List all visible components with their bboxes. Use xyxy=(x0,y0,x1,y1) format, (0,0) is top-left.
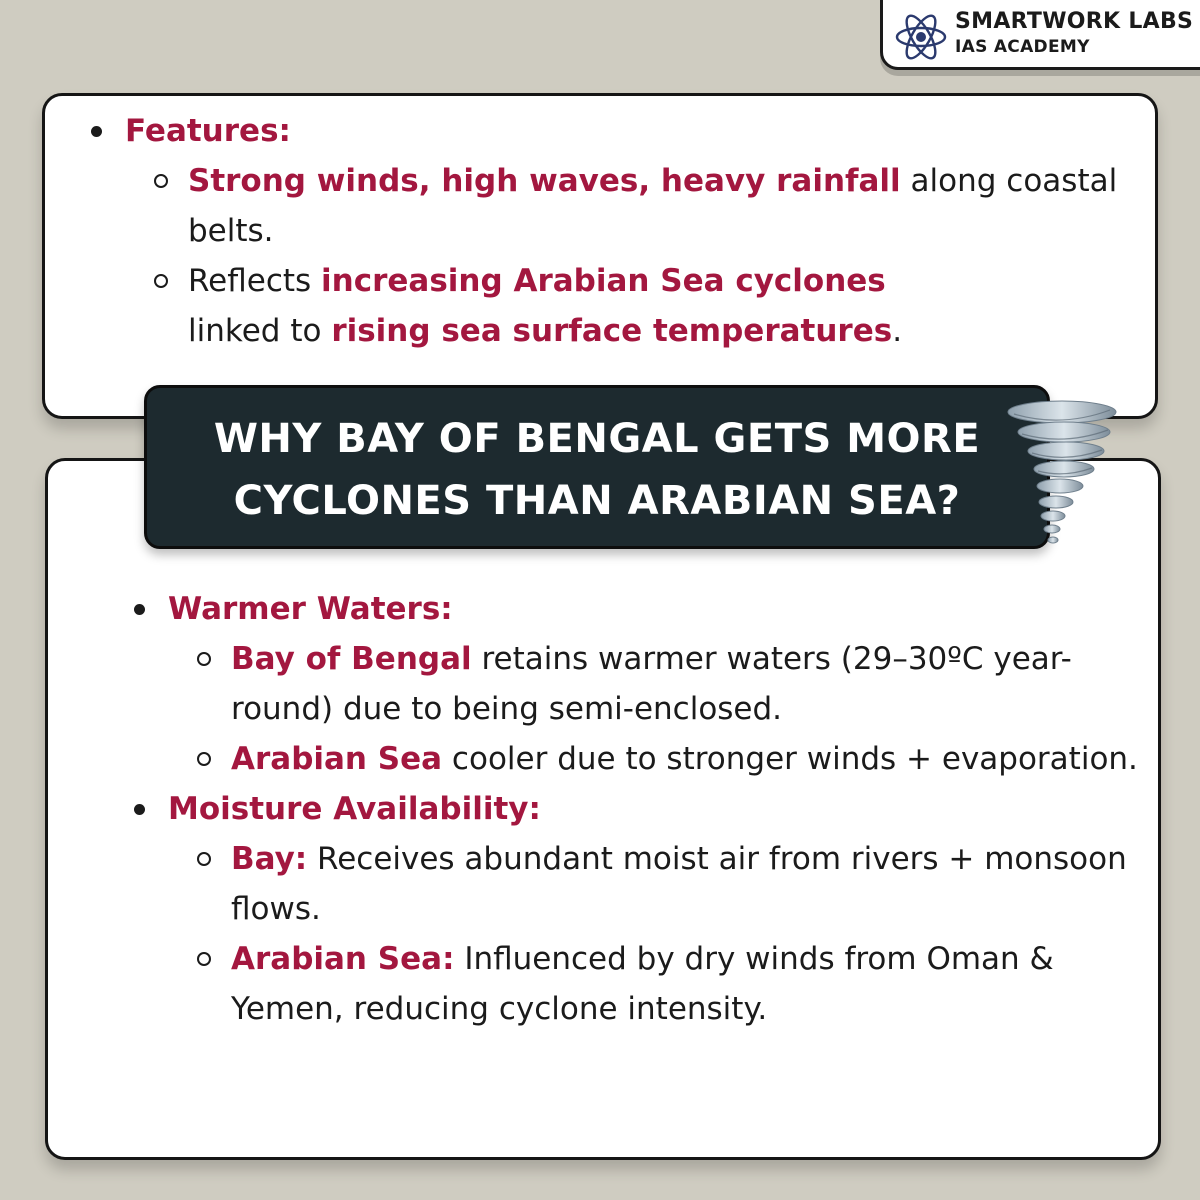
reason-point-highlight: Bay of Bengal xyxy=(231,641,472,677)
heading-line-1: WHY BAY OF BENGAL GETS MORE xyxy=(213,416,981,462)
reason-point xyxy=(231,934,1148,1034)
features-point-highlight: rising sea surface temperatures xyxy=(331,313,893,349)
features-point-text: . xyxy=(892,313,903,349)
reason-point-text: Influenced by dry winds from Oman & Yemen, reducing cyclone intensity. xyxy=(231,941,1054,1027)
reason-point-highlight: Bay: xyxy=(231,841,308,877)
reason-point xyxy=(231,634,1148,734)
reason-point-highlight: Arabian Sea: xyxy=(231,941,455,977)
brand-name: SMARTWORK LABS xyxy=(955,9,1194,34)
reason-point-highlight: Arabian Sea xyxy=(231,741,443,777)
features-point-highlight: increasing Arabian Sea cyclones xyxy=(321,263,886,299)
section-heading-banner xyxy=(144,385,1050,549)
reason-point xyxy=(231,834,1148,934)
features-card xyxy=(42,93,1158,419)
reason-point-text: Receives abundant moist air from rivers + monsoon flows. xyxy=(231,841,1127,927)
brand-badge xyxy=(880,0,1200,70)
atom-icon xyxy=(893,9,949,65)
features-point-text: Reflects xyxy=(188,263,322,299)
features-point xyxy=(188,256,1135,356)
reason-point xyxy=(231,734,1148,784)
reason-point-text: cooler due to stronger winds + evaporation. xyxy=(442,741,1138,777)
heading-line-2: CYCLONES THAN ARABIAN SEA? xyxy=(233,478,961,524)
reason-group xyxy=(168,584,1148,784)
tornado-icon xyxy=(1000,398,1124,550)
reason-title: Moisture Availability: xyxy=(168,791,541,827)
brand-subtitle: IAS ACADEMY xyxy=(955,37,1090,57)
reason-group xyxy=(168,784,1148,1034)
features-point-text: linked to xyxy=(188,313,332,349)
reason-title: Warmer Waters: xyxy=(168,591,453,627)
features-title: Features: xyxy=(125,113,291,149)
features-item xyxy=(125,106,1135,356)
features-point-highlight: Strong winds, high waves, heavy rainfall xyxy=(188,163,901,199)
reasons-card xyxy=(45,458,1161,1160)
reason-point-text: retains warmer waters (29–30ºC year-round) due to being semi-enclosed. xyxy=(231,641,1072,727)
features-point xyxy=(188,156,1135,256)
features-point-text: along coastal belts. xyxy=(188,163,1118,249)
